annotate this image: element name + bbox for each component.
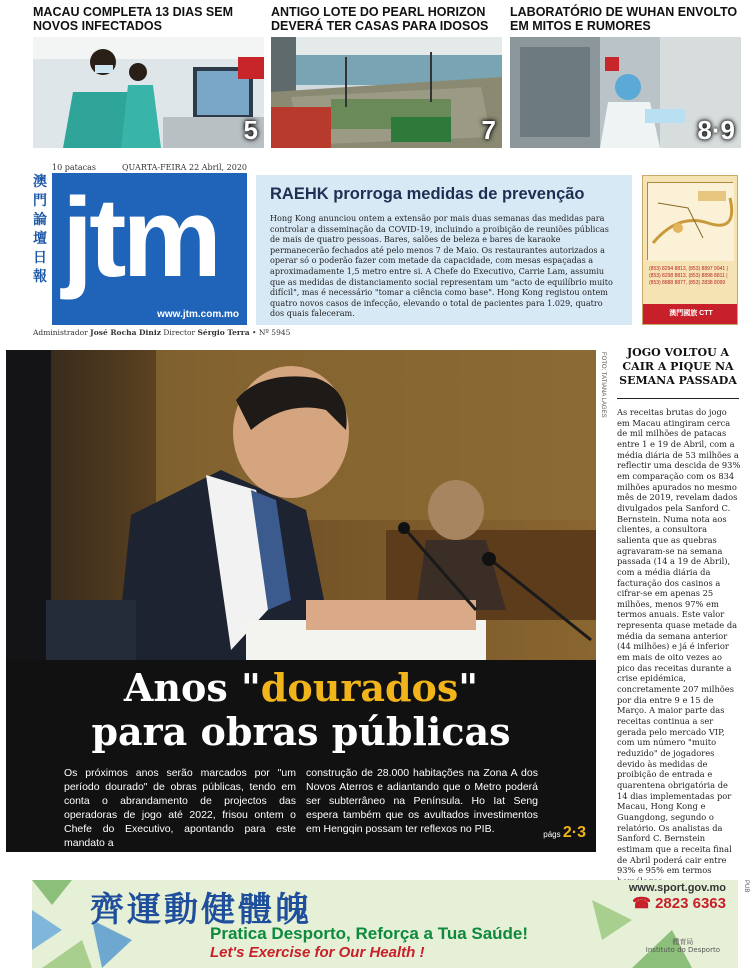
teaser-page: 5 <box>243 115 258 145</box>
issue-number: • Nº 5945 <box>252 328 291 337</box>
side-text: As receitas brutas do jogo em Macau atingiram cerca de mil milhões de patacas entre 1 e 19 de Abril, com a média diária de 53 milhões a reflectir uma descida de 93% em comparação com os 834 milhões apurados no mesmo mês de 2019, revelam dados divulgados pela Sanford C. Bernstein. Numa nota aos clientes, a consultora salienta que as quebras agravaram-se na semana passada (14 a 19 de Abril), com a média diária da facturação dos casinos a cifrar-se em apenas 25 milhões, menos 97% em termos anuais. Este valor representa quase metade da média da semana anterior (44 milhões) e já é inferior em mais de oito vezes ao pico das receitas durante a crise epidémica, concretamente 207 milhões por dia entre 9 e 15 de Março. A maior parte das receitas continua a ser gerada pelo mercado VIP, com um número "muito reduzido" de jogadores devido às medidas de proibição de entrada e quarentena obrigatória de 14 dias implementadas por Macau, Hong Kong e Guangdong, segundo o relatório. Os analistas da Sanford C. Bernstein estimam que a receita final de Abril poderá cair entre 93% e 95% em termos <box>617 407 741 876</box>
teaser-title: ANTIGO LOTE DO PEARL HORIZON DEVERÁ TER CASAS PARA IDOSOS <box>271 5 489 33</box>
char: 論 <box>33 212 47 228</box>
travel-advert[interactable] <box>642 175 738 325</box>
admin-label: Administrador <box>33 328 88 337</box>
teaser-3[interactable] <box>510 5 741 148</box>
briefing-box[interactable] <box>256 175 632 325</box>
teaser-page: 8·9 <box>697 115 735 145</box>
staff-credits <box>33 328 290 337</box>
teaser-photo <box>510 37 741 148</box>
side-title: JOGO VOLTOU A CAIR A PIQUE NA SEMANA PASSADA <box>619 346 737 387</box>
main-photo <box>6 350 596 660</box>
admin-name: José Rocha Diniz <box>90 328 161 337</box>
headline-text: Anos " <box>123 665 261 710</box>
ad-brand-bar: 澳門國旅 CTT <box>643 304 738 324</box>
map-illustration <box>647 182 733 260</box>
teaser-photo <box>33 37 264 148</box>
char: 門 <box>33 193 47 209</box>
briefing-text: Hong Kong anunciou ontem a extensão por mais duas semanas das medidas para controlar a disseminação da COVID-19, incluindo a proibição de reuniões públicas de mais de quatro pessoas. Bares, salões de beleza e bares de karaoke permanecerão fechados até pelo menos 7 de Maio. Os restaurantes autorizados a operar só o poderão fazer com metade da capacidade, com mesas espaçadas a aproximadamente 1,5 metro entre si. A Chefe do Executivo, Carrie Lam, assumiu que as medidas de distanciamento social representam um "acto de equilíbrio muito difícil", mas é necessário "tomar a ciência como base". Hong Kong registou ontem quatro novos casos de infecção, elevando o total de pacientes para 1.029, quatro dos quais faleceram. <box>270 213 613 319</box>
ad-slogan-chinese: 齊運動健體魄 <box>90 890 312 930</box>
headline-text: " <box>458 665 479 710</box>
edition-date: QUARTA-FEIRA 22 Abril, 2020 <box>122 163 247 172</box>
teaser-photo <box>271 37 502 148</box>
ad-contacts: (853) 8294 8813, (853) 8897 9941 | (853) 8298 8813, (853) 8898 8811 | (853) 8888 8877, (853) 2838 8099 <box>649 266 728 286</box>
photo-credit: FOTO: TATIANA LAGES <box>600 352 606 418</box>
jtm-logo[interactable] <box>52 173 247 325</box>
org-name-pt: Instituto do Desporto <box>645 946 720 954</box>
main-headline <box>6 660 596 754</box>
headline-line-2: para obras públicas <box>91 709 511 754</box>
teaser-title: MACAU COMPLETA 13 DIAS SEM NOVOS INFECTADOS <box>33 5 234 33</box>
briefing-title: RAEHK prorroga medidas de prevenção <box>270 185 585 203</box>
pages-number: 2·3 <box>562 824 586 841</box>
masthead-meta <box>52 163 247 172</box>
ad-slogan-en: Let's Exercise for Our Health ! <box>210 944 425 961</box>
top-teasers <box>33 5 743 155</box>
pub-label: PUB <box>743 880 749 893</box>
char: 報 <box>33 269 47 285</box>
ad-phone[interactable]: ☎ 2823 6363 <box>632 895 726 912</box>
price: 10 patacas <box>52 163 96 172</box>
sport-advert[interactable] <box>32 880 738 968</box>
ad-slogan-pt: Pratica Desporto, Reforça a Tua Saúde! <box>210 924 529 943</box>
teaser-page: 7 <box>481 115 496 145</box>
org-name-cn: 體育局 <box>672 938 694 946</box>
ad-organization <box>646 938 720 954</box>
lead-column-2: construção de 28.000 habitações na Zona A dos Novos Aterros e adiantando que o Metro poderá ser subterrâneo na Península. Ho Iat Seng espera também que os avultados investimentos em Hengqin possam ter reflexos no PIB. <box>306 767 538 835</box>
main-story[interactable] <box>6 660 596 852</box>
char: 日 <box>33 250 47 266</box>
logo-text: jtm <box>62 175 218 300</box>
teaser-2[interactable] <box>271 5 502 148</box>
director-name: Sérgio Terra <box>197 328 250 337</box>
teaser-title: LABORATÓRIO DE WUHAN ENVOLTO EM MITOS E RUMORES <box>510 5 738 33</box>
divider <box>617 398 739 399</box>
ad-website[interactable]: www.sport.gov.mo <box>628 882 726 894</box>
char: 澳 <box>33 174 47 190</box>
logo-url[interactable]: www.jtm.com.mo <box>157 309 239 320</box>
headline-highlight: dourados <box>260 665 459 710</box>
teaser-1[interactable] <box>33 5 264 148</box>
lead-column-1: Os próximos anos serão marcados por "um período dourado" de obras públicas, tendo em conta o abrandamento de projectos das operadoras de jogo até 2022, frisou ontem o Chefe do Executivo, apontando para este mandato a <box>64 767 296 849</box>
chinese-title-vertical <box>32 173 48 287</box>
director-label: Director <box>163 328 196 337</box>
char: 壇 <box>33 231 47 247</box>
page-reference <box>543 824 586 842</box>
pages-label: págs <box>543 830 561 839</box>
